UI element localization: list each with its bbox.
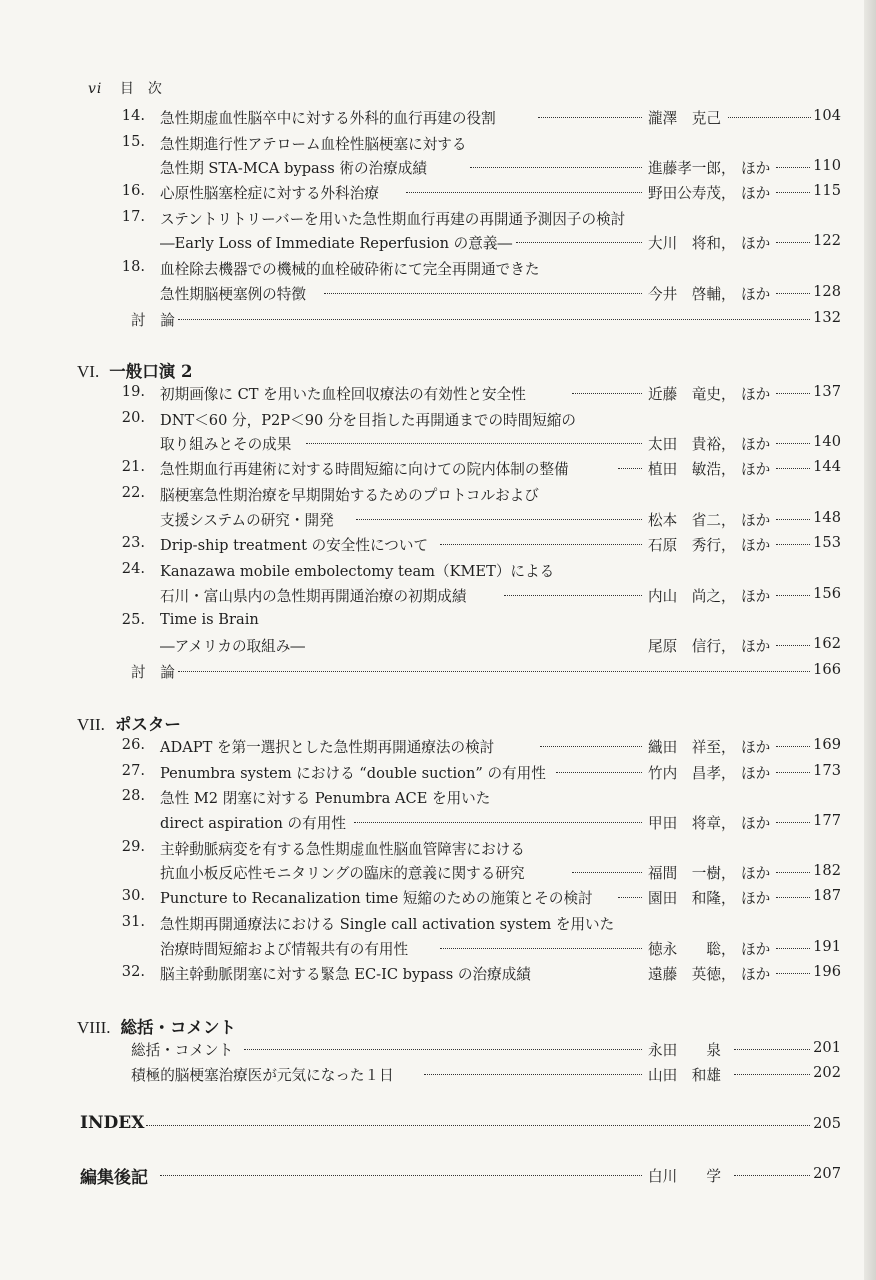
entry-title-continued: 治療時間短縮および情報共有の有用性 — [160, 941, 409, 958]
entry-author-etc: ほか — [741, 185, 771, 202]
dot-leader — [178, 319, 810, 320]
entry-author-etc: ほか — [741, 436, 771, 453]
entry-page: 162 — [813, 635, 841, 652]
dot-leader — [178, 671, 810, 672]
entry-number: 15. — [121, 133, 145, 150]
dot-leader — [538, 117, 642, 118]
entry-title: ADAPT を第一選択とした急性期再開通療法の検討 — [160, 739, 495, 756]
dot-leader — [776, 746, 810, 747]
section-heading-viii — [77, 1014, 236, 1038]
entry-number: 22. — [121, 484, 145, 501]
dot-leader — [424, 1074, 642, 1075]
entry-author: 甲田 将章， — [648, 815, 736, 832]
dot-leader — [734, 1175, 810, 1176]
entry-title: 急性期虚血性脳卒中に対する外科的血行再建の役割 — [160, 110, 496, 127]
entry-page: 137 — [813, 383, 841, 400]
entry-author: 大川 将和， — [648, 235, 736, 252]
entry-author-etc: ほか — [741, 386, 771, 403]
entry-title: 脳梗塞急性期治療を早期開始するためのプロトコルおよび — [160, 487, 539, 504]
entry-page: 182 — [813, 862, 841, 879]
dot-leader — [306, 443, 642, 444]
entry-author: 瀧澤 克己 — [648, 110, 721, 127]
entry-author: 石原 秀行， — [648, 537, 736, 554]
entry-title-continued: 急性期脳梗塞例の特徴 — [160, 286, 306, 303]
toc-entry-20[interactable] — [0, 409, 876, 431]
dot-leader — [556, 772, 642, 773]
entry-author-etc: ほか — [741, 865, 771, 882]
entry-author: 永田 泉 — [648, 1042, 721, 1059]
toc-entry-21[interactable] — [0, 458, 876, 480]
toc-entry-14[interactable] — [0, 107, 876, 129]
dot-leader — [776, 645, 810, 646]
toc-entry-30[interactable] — [0, 887, 876, 909]
entry-number: 28. — [121, 787, 145, 804]
toc-entry-18-cont[interactable] — [0, 283, 876, 305]
toc-entry-15-cont[interactable] — [0, 157, 876, 179]
dot-leader — [776, 897, 810, 898]
entry-number: 23. — [121, 534, 145, 551]
entry-author: 白川 学 — [648, 1168, 721, 1185]
entry-author: 竹内 昌孝， — [648, 765, 736, 782]
entry-title-continued: ―アメリカの取組み― — [160, 638, 305, 655]
entry-author-etc: ほか — [741, 537, 771, 554]
entry-page: 122 — [813, 232, 841, 249]
entry-author: 内山 尚之， — [648, 588, 736, 605]
dot-leader — [572, 872, 642, 873]
entry-page: 207 — [813, 1165, 841, 1182]
entry-page: 205 — [813, 1115, 841, 1132]
entry-page: 191 — [813, 938, 841, 955]
entry-title: 急性期再開通療法における Single call activation system を用いた — [160, 916, 615, 933]
entry-page: 169 — [813, 736, 841, 753]
discussion-title: 討 論 — [131, 664, 175, 681]
entry-author: 織田 祥至， — [648, 739, 736, 756]
entry-page: 148 — [813, 509, 841, 526]
entry-title: DNT＜60 分，P2P＜90 分を目指した再開通までの時間短縮の — [160, 412, 577, 429]
entry-number: 29. — [121, 838, 145, 855]
entry-page: 128 — [813, 283, 841, 300]
entry-number: 24. — [121, 560, 145, 577]
entry-number: 30. — [121, 887, 145, 904]
entry-title: 血栓除去機器での機械的血栓破砕術にて完全再開通できた — [160, 261, 540, 278]
section-heading-vii — [77, 711, 181, 735]
toc-entry-31[interactable] — [0, 913, 876, 935]
toc-entry-16[interactable] — [0, 182, 876, 204]
entry-number: 20. — [121, 409, 145, 426]
dot-leader — [540, 746, 642, 747]
toc-entry-22-cont[interactable] — [0, 509, 876, 531]
entry-author: 進藤孝一郎， — [648, 160, 736, 177]
entry-author: 今井 啓輔， — [648, 286, 736, 303]
index-label: INDEX — [80, 1113, 145, 1133]
toc-entry-24-cont[interactable] — [0, 585, 876, 607]
dot-leader — [356, 519, 642, 520]
toc-discussion[interactable] — [0, 309, 876, 331]
entry-author-etc: ほか — [741, 512, 771, 529]
dot-leader — [504, 595, 642, 596]
dot-leader — [776, 772, 810, 773]
dot-leader — [160, 1175, 642, 1176]
entry-title: 総括・コメント — [131, 1042, 234, 1059]
toc-entry-15[interactable] — [0, 133, 876, 155]
entry-number: 21. — [121, 458, 145, 475]
entry-page: 144 — [813, 458, 841, 475]
entry-page: 202 — [813, 1064, 841, 1081]
entry-title: Penumbra system における “double suction” の有用性 — [160, 765, 546, 782]
dot-leader — [776, 468, 810, 469]
toc-afterword[interactable] — [0, 1163, 876, 1187]
dot-leader — [776, 595, 810, 596]
entry-title: 急性 M2 閉塞に対する Penumbra ACE を用いた — [160, 790, 491, 807]
entry-number: 18. — [121, 258, 145, 275]
dot-leader — [776, 443, 810, 444]
entry-number: 16. — [121, 182, 145, 199]
toc-entry-25-cont[interactable] — [0, 635, 876, 657]
toc-entry-22[interactable] — [0, 484, 876, 506]
entry-title-continued: 取り組みとその成果 — [160, 436, 292, 453]
dot-leader — [440, 948, 642, 949]
dot-leader — [776, 167, 810, 168]
toc-entry-28-cont[interactable] — [0, 812, 876, 834]
section-title: 一般口演 2 — [109, 362, 193, 381]
entry-author-etc: ほか — [741, 235, 771, 252]
toc-index[interactable] — [0, 1113, 876, 1137]
entry-number: 17. — [121, 208, 145, 225]
toc-entry-18[interactable] — [0, 258, 876, 280]
entry-page: 153 — [813, 534, 841, 551]
entry-author: 園田 和隆， — [648, 890, 736, 907]
entry-title-continued: 急性期 STA-MCA bypass 術の治療成績 — [160, 160, 427, 177]
entry-title-continued: direct aspiration の有用性 — [160, 815, 346, 832]
entry-page: 110 — [813, 157, 841, 174]
entry-title: 心原性脳塞栓症に対する外科治療 — [160, 185, 379, 202]
entry-page: 166 — [813, 661, 841, 678]
toc-entry-17[interactable] — [0, 208, 876, 230]
entry-page: 187 — [813, 887, 841, 904]
entry-title: 急性期血行再建術に対する時間短縮に向けての院内体制の整備 — [160, 461, 569, 478]
dot-leader — [776, 393, 810, 394]
entry-title-continued: 石川・富山県内の急性期再開通治療の初期成績 — [160, 588, 467, 605]
entry-page: 156 — [813, 585, 841, 602]
dot-leader — [146, 1125, 810, 1126]
dot-leader — [776, 242, 810, 243]
running-head-label: 目次 — [119, 81, 176, 97]
entry-title: ステントリトリーバーを用いた急性期血行再建の再開通予測因子の検討 — [160, 211, 626, 228]
dot-leader — [776, 948, 810, 949]
section-number: VII. — [77, 715, 105, 734]
entry-author: 野田公寿茂， — [648, 185, 736, 202]
section-number: VIII. — [77, 1018, 111, 1037]
entry-author: 松本 省二， — [648, 512, 736, 529]
toc-entry-28[interactable] — [0, 787, 876, 809]
dot-leader — [470, 167, 642, 168]
entry-page: 115 — [813, 182, 841, 199]
entry-page: 201 — [813, 1039, 841, 1056]
dot-leader — [244, 1049, 642, 1050]
entry-author-etc: ほか — [741, 638, 771, 655]
toc-entry-20-cont[interactable] — [0, 433, 876, 455]
section-heading-vi — [77, 358, 192, 382]
toc-entry-17-cont[interactable] — [0, 232, 876, 254]
toc-entry-29[interactable] — [0, 838, 876, 860]
entry-page: 177 — [813, 812, 841, 829]
entry-author: 山田 和雄 — [648, 1067, 721, 1084]
toc-discussion[interactable] — [0, 661, 876, 683]
entry-number: 25. — [121, 611, 145, 628]
entry-title-continued: 抗血小板反応性モニタリングの臨床的意義に関する研究 — [160, 865, 525, 882]
section-title: 総括・コメント — [120, 1018, 237, 1037]
dot-leader — [776, 293, 810, 294]
dot-leader — [324, 293, 642, 294]
entry-title: 積極的脳梗塞治療医が元気になった１日 — [131, 1067, 394, 1084]
entry-author-etc: ほか — [741, 160, 771, 177]
dot-leader — [516, 242, 642, 243]
dot-leader — [618, 468, 642, 469]
section-title: ポスター — [114, 715, 181, 734]
entry-page: 140 — [813, 433, 841, 450]
entry-title: 初期画像に CT を用いた血栓回収療法の有効性と安全性 — [160, 386, 526, 403]
toc-comment-1[interactable] — [0, 1039, 876, 1061]
running-head-page: vi — [88, 81, 103, 97]
toc-comment-2[interactable] — [0, 1064, 876, 1086]
dot-leader — [776, 192, 810, 193]
dot-leader — [734, 1074, 810, 1075]
entry-title: 主幹動脈病変を有する急性期虚血性脳血管障害における — [160, 841, 525, 858]
dot-leader — [728, 117, 811, 118]
discussion-title: 討 論 — [131, 312, 175, 329]
entry-title: 急性期進行性アテローム血栓性脳梗塞に対する — [160, 136, 467, 153]
entry-author-etc: ほか — [741, 966, 771, 983]
entry-title: Time is Brain — [160, 611, 259, 628]
entry-page: 132 — [813, 309, 841, 326]
dot-leader — [776, 519, 810, 520]
toc-entry-29-cont[interactable] — [0, 862, 876, 884]
entry-number: 19. — [121, 383, 145, 400]
toc-entry-19[interactable] — [0, 383, 876, 405]
entry-author-etc: ほか — [741, 815, 771, 832]
entry-number: 27. — [121, 762, 145, 779]
entry-author-etc: ほか — [741, 461, 771, 478]
dot-leader — [734, 1049, 810, 1050]
entry-title: 脳主幹動脈閉塞に対する緊急 EC-IC bypass の治療成績 — [160, 966, 531, 983]
entry-number: 14. — [121, 107, 145, 124]
entry-title-continued: 支援システムの研究・開発 — [160, 512, 334, 529]
afterword-label: 編集後記 — [80, 1168, 148, 1188]
toc-entry-23[interactable] — [0, 534, 876, 556]
entry-title-continued: ―Early Loss of Immediate Reperfusion の意義― — [160, 235, 513, 252]
entry-author: 尾原 信行， — [648, 638, 736, 655]
toc-entry-25[interactable] — [0, 611, 876, 633]
entry-author-etc: ほか — [741, 286, 771, 303]
entry-author-etc: ほか — [741, 941, 771, 958]
entry-author: 福間 一樹， — [648, 865, 736, 882]
dot-leader — [776, 872, 810, 873]
entry-title: Kanazawa mobile embolectomy team（KMET）による — [160, 563, 555, 580]
entry-author-etc: ほか — [741, 739, 771, 756]
running-head — [88, 78, 176, 98]
dot-leader — [572, 393, 642, 394]
entry-author: 太田 貴裕， — [648, 436, 736, 453]
dot-leader — [440, 544, 642, 545]
entry-page: 173 — [813, 762, 841, 779]
dot-leader — [776, 973, 810, 974]
entry-author-etc: ほか — [741, 890, 771, 907]
entry-number: 26. — [121, 736, 145, 753]
entry-author-etc: ほか — [741, 765, 771, 782]
entry-author: 遠藤 英徳， — [648, 966, 736, 983]
entry-author-etc: ほか — [741, 588, 771, 605]
entry-title: Puncture to Recanalization time 短縮のための施策とその検討 — [160, 890, 593, 907]
dot-leader — [354, 822, 642, 823]
entry-number: 32. — [121, 963, 145, 980]
entry-author: 近藤 竜史， — [648, 386, 736, 403]
dot-leader — [776, 544, 810, 545]
entry-number: 31. — [121, 913, 145, 930]
dot-leader — [618, 897, 642, 898]
toc-entry-32[interactable] — [0, 963, 876, 985]
section-number: VI. — [77, 362, 100, 381]
toc-entry-24[interactable] — [0, 560, 876, 582]
entry-title: Drip-ship treatment の安全性について — [160, 537, 429, 554]
toc-entry-27[interactable] — [0, 762, 876, 784]
entry-author: 植田 敏浩， — [648, 461, 736, 478]
toc-entry-31-cont[interactable] — [0, 938, 876, 960]
entry-author: 徳永 聡， — [648, 941, 736, 958]
toc-entry-26[interactable] — [0, 736, 876, 758]
dot-leader — [776, 822, 810, 823]
entry-page: 104 — [813, 107, 841, 124]
dot-leader — [406, 192, 642, 193]
entry-page: 196 — [813, 963, 841, 980]
